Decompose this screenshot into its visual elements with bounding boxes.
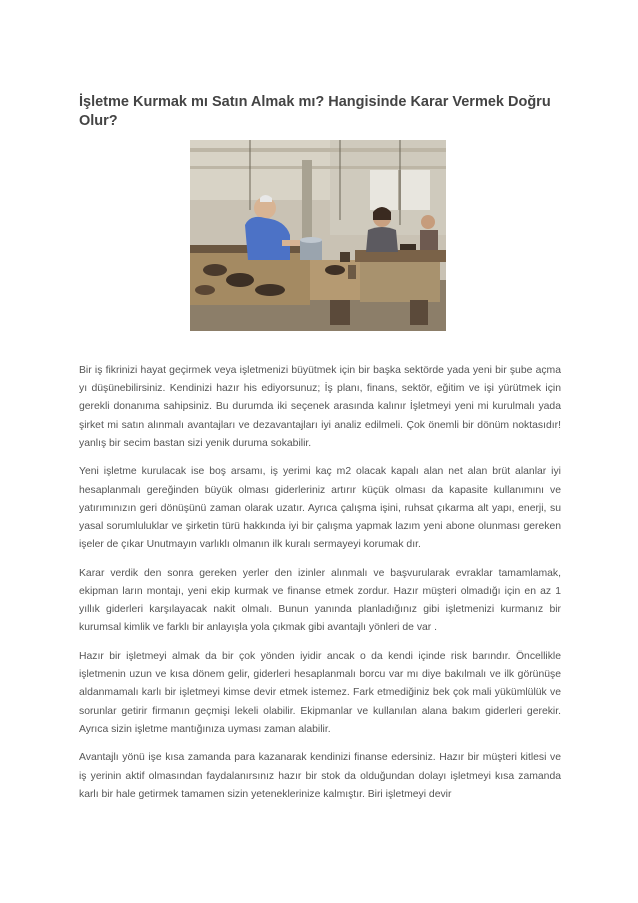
workshop-photo: [190, 140, 446, 331]
workshop-photo-illustration: [190, 140, 446, 331]
article-paragraph: Karar verdik den sonra gereken yerler den izinler alınmalı ve başvurularak evraklar tamamlamak, ekipman ların montajı, yeni ekip kurmak ve finanse etmek zordur. Hazır müşteri olmadığı için en az 1 yıllık giderleri karşılayacak nakit olmalı. Bunun yanında planladığınız gibi işletmenizi kurmanız bir kurumsal kimlik ve farklı bir anlayışla yola çıkmak gibi avantajlı yönleri de var .: [79, 567, 561, 634]
article-title: İşletme Kurmak mı Satın Almak mı? Hangisinde Karar Vermek Doğru Olur?: [79, 94, 551, 129]
article-paragraph: Hazır bir işletmeyi almak da bir çok yönden iyidir ancak o da kendi içinde risk barındır. Öncellikle işletmenin uzun ve kısa dönem gelir, giderleri hesaplanmalı borcu var mı diye bakılmalı ve ilk görünüşe aldanmamalı karlı bir işletmeyi kimse devir etmek istemez. Fark etmediğiniz bek çok mali yükümlülük ve sorunlar getirir firmanın geçmişi lekeli olabilir. Ekipmanlar ve kullanılan alana bakım giderleri gerekir. Ayrıca sizin işletme mantığınıza uyması zaman alabilir.: [79, 651, 561, 735]
article-paragraph: Yeni işletme kurulacak ise boş arsamı, iş yerimi kaç m2 olacak kapalı alan net alan brüt alanlar iyi hesaplanmalı gereğinden büyük olması giderleriniz artırır küçük olması da kapasite kullanımını ve yatırımınızın geri dönüşünü zaman olarak uzatır. Ayrıca çalışma işini, ruhsat çıkarma alt yapı, enerji, su yasal sorumluluklar ve şirketin türü hakkında iyi bir çalışma yapmak lazım yeni abone olunması gereken işeler de çıkar Unutmayın varlıklı olmanın ilk kuralı sermayeyi korumak dır.: [79, 466, 561, 551]
article-body: [79, 362, 561, 814]
article-paragraph: Avantajlı yönü işe kısa zamanda para kazanarak kendinizi finanse edersiniz. Hazır bir müşteri kitlesi ve iş yerinin aktif olmasından faydalanırsınız hazır bir stok da olduğundan dolayı işletmeyi kısa zamanda karlı bir hale getirmek tamamen sizin yeteneklerinize kalmıştır. Biri işletmeyi devir: [79, 752, 561, 800]
article-paragraph: Bir iş fikrinizi hayat geçirmek veya işletmenizi büyütmek için bir başka sektörde yada yeni bir şube açma yı düşünebilirsiniz. Kendinizi hazır his ediyorsunuz; İş planı, finans, sektör, eğitim ve işi yürütmek için gerekli donanıma sahipsiniz. Bu durumda iki seçenek arasında kalınır İşletmeyi yeni mi kurulmalı yada şirket mi satın alınmalı avantajları ve dezavantajları iyi analiz edilmeli. Çok önemli bir dönüm noktasıdır! yanlış bir secim bastan sizi yenik duruma sokabilir.: [79, 365, 561, 449]
